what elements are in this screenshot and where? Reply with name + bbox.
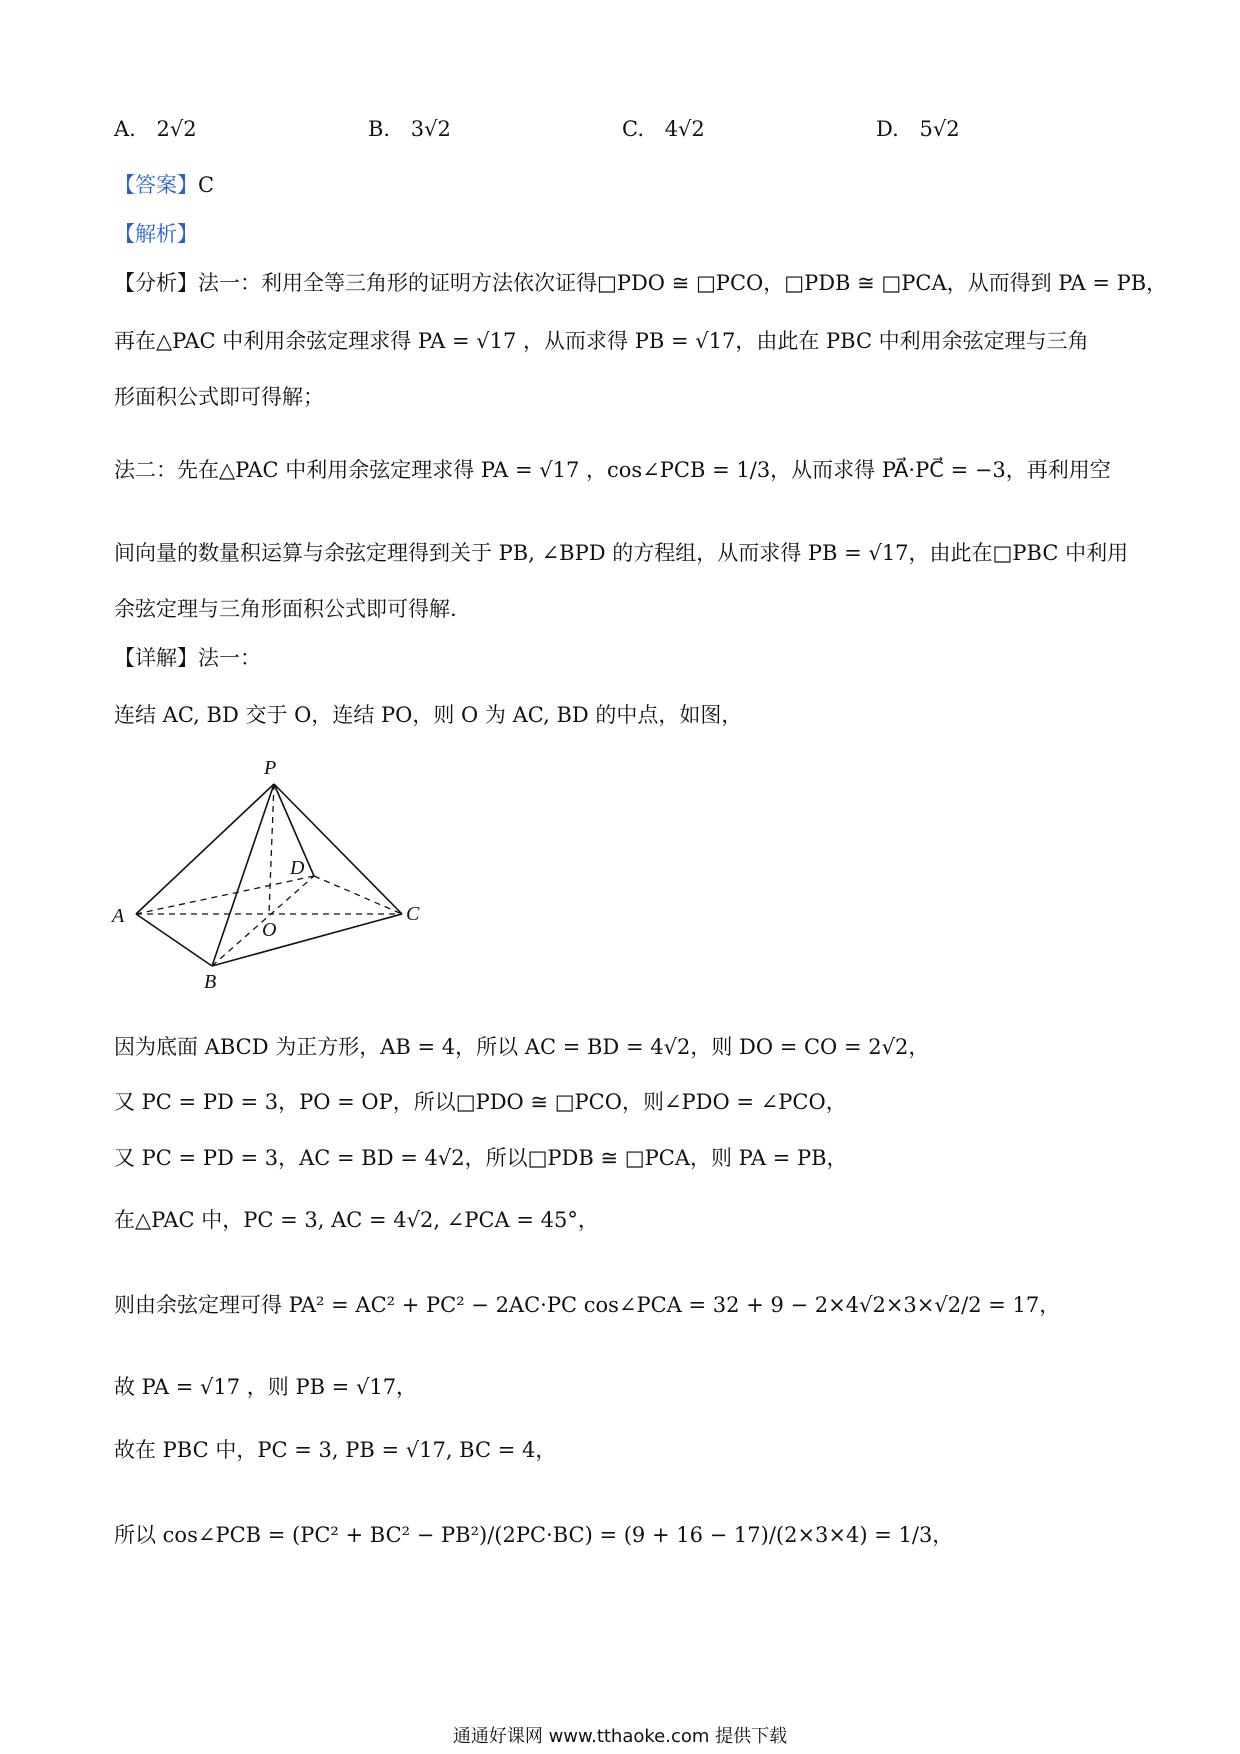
edge-pc xyxy=(274,784,402,914)
option-c-value: 4√2 xyxy=(664,117,705,141)
detail-line-1: 连结 AC, BD 交于 O，连结 PO，则 O 为 AC, BD 的中点，如图， xyxy=(114,703,743,727)
label-p: P xyxy=(264,757,277,779)
detail-line-3: 又 PC = PD = 3，PO = OP，所以□PDO ≅ □PCO，则∠PDO = ∠PCO， xyxy=(114,1090,847,1114)
detail-line-4: 又 PC = PD = 3，AC = BD = 4√2，所以□PDB ≅ □PCA，则 PA = PB， xyxy=(114,1146,848,1170)
analysis-line-6: 余弦定理与三角形面积公式即可得解. xyxy=(114,597,457,621)
analysis-tag: 【解析】 xyxy=(114,222,198,246)
option-c-label: C. xyxy=(622,117,644,141)
label-d: D xyxy=(290,857,305,879)
option-b-value: 3√2 xyxy=(410,117,451,141)
option-b xyxy=(368,114,451,144)
analysis-line-5: 间向量的数量积运算与余弦定理得到关于 PB, ∠BPD 的方程组，从而求得 PB = √17，由此在□PBC 中利用 xyxy=(114,541,1129,565)
detail-line-2: 因为底面 ABCD 为正方形，AB = 4，所以 AC = BD = 4√2，则 DO = CO = 2√2， xyxy=(114,1035,930,1059)
option-c xyxy=(622,114,705,144)
answer-line xyxy=(114,170,214,200)
analysis-line-2: 再在△PAC 中利用余弦定理求得 PA = √17 ，从而求得 PB = √17，由此在 PBC 中利用余弦定理与三角 xyxy=(114,329,1089,353)
label-b: B xyxy=(204,971,217,992)
option-b-label: B. xyxy=(368,117,391,141)
edge-dc xyxy=(314,876,402,914)
analysis-line-3: 形面积公式即可得解； xyxy=(114,385,324,409)
option-d xyxy=(876,114,960,144)
answer-tag: 【答案】 xyxy=(114,173,198,197)
detail-line-6: 则由余弦定理可得 PA² = AC² + PC² − 2AC·PC cos∠PCA = 32 + 9 − 2×4√2×3×√2/2 = 17， xyxy=(114,1293,1061,1317)
detail-line-8: 故在 PBC 中，PC = 3, PB = √17, BC = 4， xyxy=(114,1438,557,1462)
option-a xyxy=(114,114,197,144)
detail-line-5: 在△PAC 中，PC = 3, AC = 4√2, ∠PCA = 45°， xyxy=(114,1208,599,1232)
option-d-value: 5√2 xyxy=(919,117,960,141)
label-o: O xyxy=(262,919,277,941)
edge-ab xyxy=(136,914,212,966)
detail-tag-line: 【详解】法一： xyxy=(114,646,261,670)
analysis-line-1: 【分析】法一：利用全等三角形的证明方法依次证得□PDO ≅ □PCO，□PDB ≅ □PCA，从而得到 PA = PB， xyxy=(114,271,1168,295)
edge-ad xyxy=(136,876,314,914)
edge-pa xyxy=(136,784,274,914)
detail-line-9: 所以 cos∠PCB = (PC² + BC² − PB²)/(2PC·BC) = (9 + 16 − 17)/(2×3×4) = 1/3， xyxy=(114,1523,954,1547)
pyramid-figure xyxy=(106,752,436,992)
option-a-value: 2√2 xyxy=(156,117,197,141)
option-a-label: A. xyxy=(114,117,136,141)
edge-po xyxy=(269,784,274,914)
label-a: A xyxy=(112,905,125,927)
label-c: C xyxy=(406,903,420,925)
footer-watermark: 通通好课网 www.tthaoke.com 提供下载 xyxy=(452,1726,788,1747)
detail-line-7: 故 PA = √17 ，则 PB = √17， xyxy=(114,1375,418,1399)
option-d-label: D. xyxy=(876,117,899,141)
answer-value: C xyxy=(198,173,215,197)
analysis-line-4: 法二：先在△PAC 中利用余弦定理求得 PA = √17 ，cos∠PCB = 1/3，从而求得 PA⃗·PC⃗ = −3，再利用空 xyxy=(114,458,1111,482)
